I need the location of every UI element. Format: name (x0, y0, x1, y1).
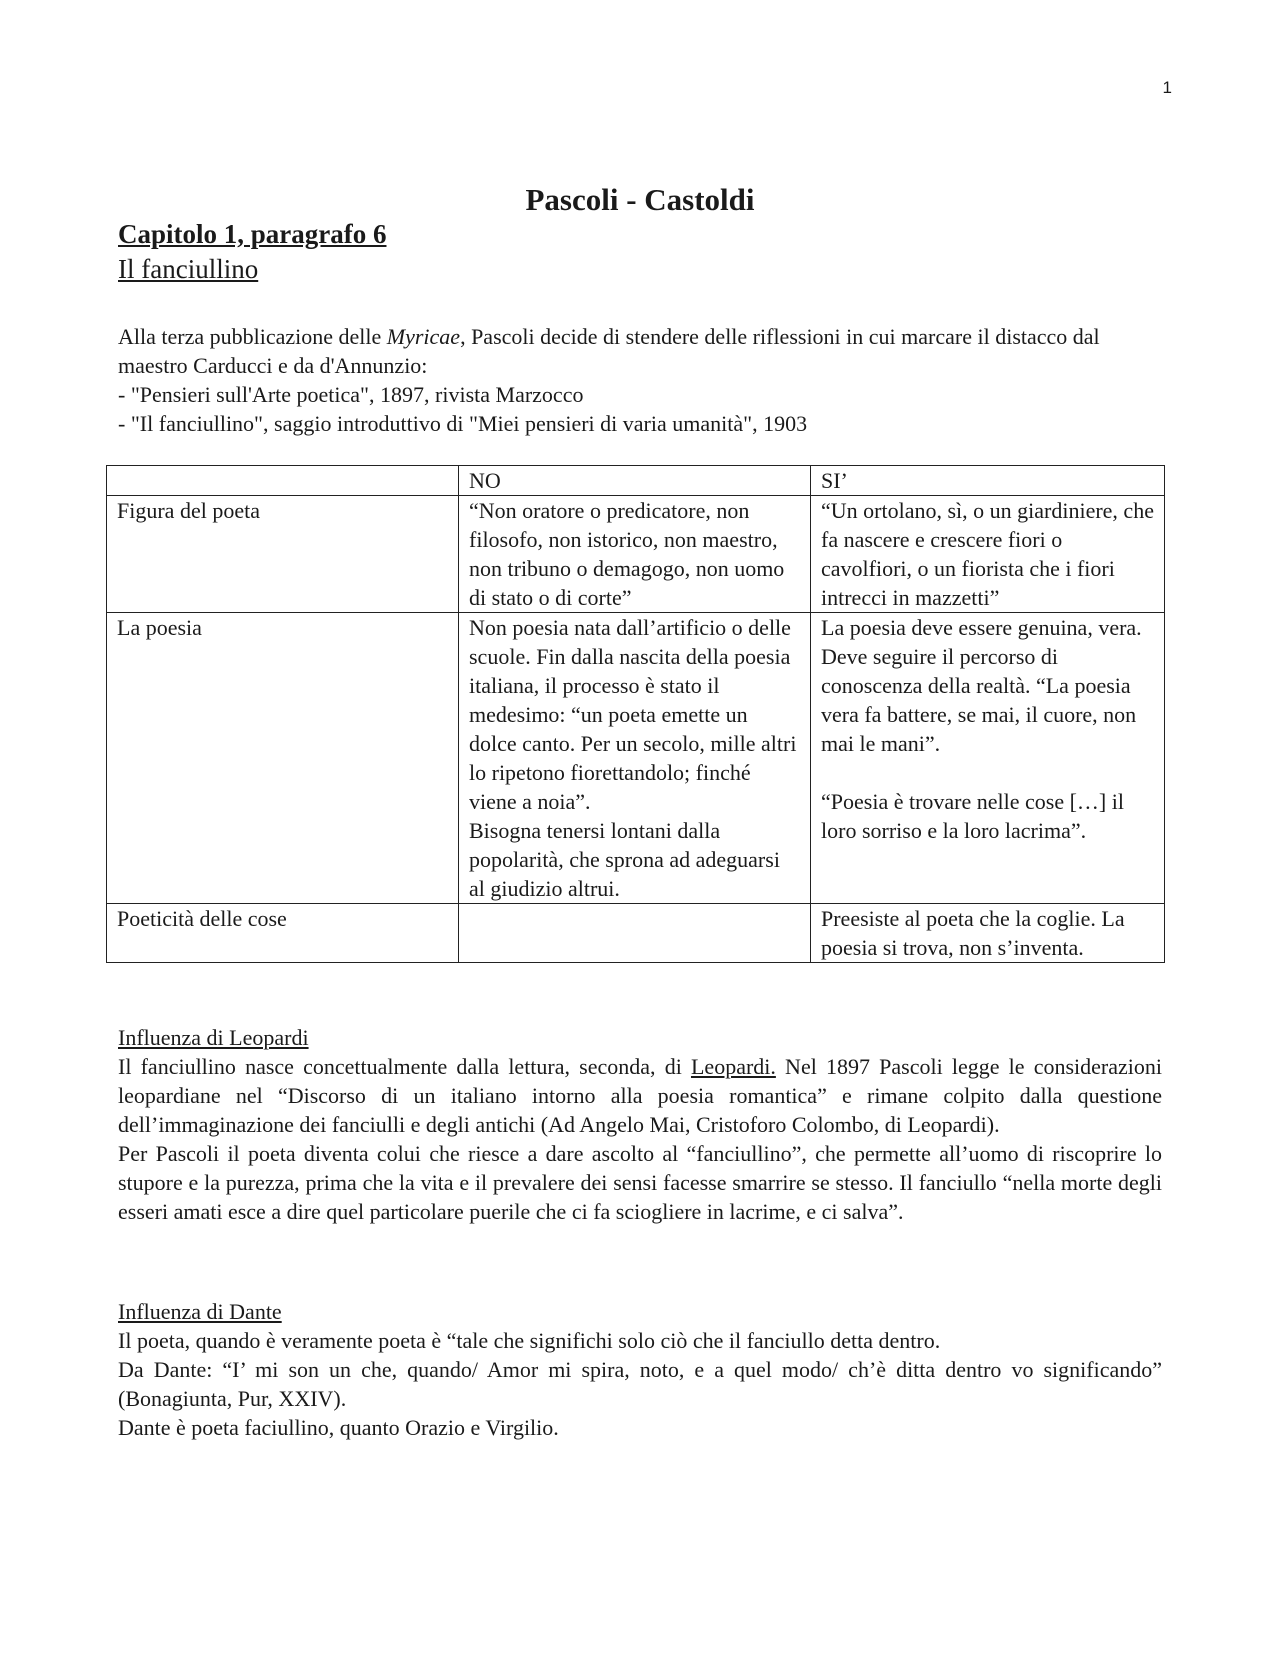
table-header-no: NO (459, 466, 811, 496)
dante-section (118, 1297, 1162, 1442)
intro-text-before: Alla terza pubblicazione delle (118, 324, 387, 349)
paragraph-spacer (821, 758, 1154, 787)
cell-si-poesia-part2: “Poesia è trovare nelle cose […] il loro sorriso e la loro lacrima”. (821, 789, 1124, 843)
chapter-heading: Capitolo 1, paragrafo 6 (118, 219, 387, 249)
intro-block (118, 322, 1168, 438)
table-header-empty (107, 466, 459, 496)
leopardi-paragraph-1 (118, 1052, 1162, 1139)
cell-no-poeticita (459, 904, 811, 963)
row-label-poeticita: Poeticità delle cose (107, 904, 459, 963)
intro-bullet-2: - "Il fanciullino", saggio introduttivo di "Miei pensieri di varia umanità", 1903 (118, 411, 808, 436)
table-row (107, 904, 1165, 963)
table-header-si: SI’ (811, 466, 1165, 496)
cell-si-poesia (811, 613, 1165, 904)
leopardi-text-before: Il fanciullino nasce concettualmente dalla lettura, seconda, di (118, 1054, 691, 1079)
cell-no-poesia-part2: Bisogna tenersi lontani dalla popolarità, che sprona ad adeguarsi al giudizio altrui. (469, 818, 780, 901)
cell-no-figura: “Non oratore o predicatore, non filosofo, non istorico, non maestro, non tribuno o demagogo, non uomo di stato o di corte” (459, 496, 811, 613)
cell-si-poeticita: Preesiste al poeta che la coglie. La poesia si trova, non s’inventa. (811, 904, 1165, 963)
leopardi-text-after: Nel 1897 Pascoli legge le considerazioni leopardiane nel “Discorso di un italiano intorno alla poesia romantica” e rimane colpito dalla questione dell’immaginazione dei fanciulli e degli antichi (Ad Angelo Mai, Cristoforo Colombo, di Leopardi). (118, 1054, 1162, 1137)
dante-heading: Influenza di Dante (118, 1299, 282, 1324)
intro-bullet-1: - "Pensieri sull'Arte poetica", 1897, rivista Marzocco (118, 382, 584, 407)
dante-paragraph-3: Dante è poeta faciullino, quanto Orazio e Virgilio. (118, 1415, 559, 1440)
table-row (107, 613, 1165, 904)
intro-italic-title: Myricae (386, 324, 461, 349)
dante-paragraph-1: Il poeta, quando è veramente poeta è “tale che significhi solo ciò che il fanciullo detta dentro. (118, 1328, 941, 1353)
table-header-row (107, 466, 1165, 496)
cell-si-poesia-part1: La poesia deve essere genuina, vera. Deve seguire il percorso di conoscenza della realtà. “La poesia vera fa battere, se mai, il cuore, non mai le mani”. (821, 615, 1142, 756)
page-number: 1 (1162, 78, 1172, 97)
leopardi-section (118, 1023, 1162, 1226)
intro-paragraph (118, 322, 1168, 380)
document-title: Pascoli - Castoldi (525, 182, 755, 217)
intro-text-after: , Pascoli decide di stendere delle riflessioni in cui marcare il distacco dal maestro Carducci e da d'Annunzio: (118, 324, 1100, 378)
leopardi-heading: Influenza di Leopardi (118, 1025, 309, 1050)
comparison-table (106, 465, 1165, 963)
cell-si-figura: “Un ortolano, sì, o un giardiniere, che fa nascere e crescere fiori o cavolfiori, o un fiorista che i fiori intrecci in mazzetti” (811, 496, 1165, 613)
leopardi-underlined-name: Leopardi. (690, 1054, 776, 1079)
leopardi-paragraph-2: Per Pascoli il poeta diventa colui che riesce a dare ascolto al “fanciullino”, che permette all’uomo di riscoprire lo stupore e la purezza, prima che la vita e il prevalere dei sensi facesse smarrire se stesso. Il fanciullo “nella morte degli esseri amati esce a dire quel particolare puerile che ci fa sciogliere in lacrime, e ci salva”. (118, 1141, 1162, 1224)
section-subheading: Il fanciullino (118, 254, 259, 284)
row-label-poesia: La poesia (107, 613, 459, 904)
table-row (107, 496, 1165, 613)
cell-no-poesia-part1: Non poesia nata dall’artificio o delle scuole. Fin dalla nascita della poesia italiana, il processo è stato il medesimo: “un poeta emette un dolce canto. Per un secolo, mille altri lo ripetono fiorettandolo; finché viene a noia”. (469, 615, 797, 814)
row-label-figura: Figura del poeta (107, 496, 459, 613)
dante-paragraph-2: Da Dante: “I’ mi son un che, quando/ Amor mi spira, noto, e a quel modo/ ch’è ditta dentro vo significando” (Bonagiunta, Pur, XXIV). (118, 1357, 1162, 1411)
cell-no-poesia (459, 613, 811, 904)
